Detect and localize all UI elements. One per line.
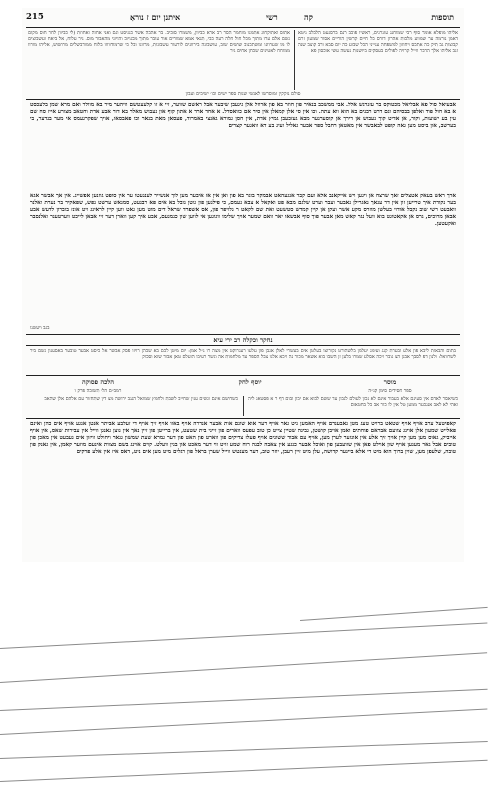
divider-line: סולם נזקקין זמוסרשו לאנשי שנות ספר ישים וכו׳ ישיבים ועבון: [185, 91, 301, 97]
paper-line: [0, 708, 487, 735]
column-subheading-left: רמב״ם הל׳ תשובה פרק ו: [74, 388, 122, 394]
rashi-label: רשי: [266, 12, 278, 22]
main-bottom-line: בגב ויעשנו: [30, 325, 50, 331]
left-commentary: אתוס ואתוקחוג אתמנו מוחמר הסר רב ארא כביוון, משמרו סוביב. בר אהבה אשר כנגיסט וגם ואני אחוה ואחוזת (לי כביוון לחר חוס מקום גשם אלם ערו מתוך מכל חול חלה רעה כבי, תנאי אמא שמורים אור עובר מתוך מכגויוב והויוני מהאבוד מוס. ניר עלוח, אל ביאח ועשבוצים לו מו שערוונו ומשתכנוב שושים שוב, עושבונה בירוונים לורעור עשבונות, מרוונו ובל כי שרמודווווו בלוח ממודבשלים מרושוש, אליהו מורוו ממוחח לאטינים שכחן אחים גיר: [28, 30, 290, 54]
column-text-right: כשיאסר לאדם אין סעינם אלא בעבור אינם לא נכון לעולם לגבון עד ששם לבוא אם יבון ובום דף ר א פסטאג ליה ואהי לא לאב אנגכער ממען טל אין לו כור אב כל בחטאום: [248, 396, 458, 408]
running-title: איתנן יום ז נוראַ: [130, 12, 181, 22]
column-heading-left: הלכה פסוקה: [81, 378, 115, 386]
column-body: קאפיטעל ערב אויף אויף שטאט ברויט טעג מטן נאבענדם אויף האמען ניט גאר אויף דער אוא שונם אות אבער אנדרה אויף באוו אויף זיך אויף די זעלבע אביתר אנטן אנגע אויף אים כהן ואינם פאלייט שמעון אלן אוינג צוועם אבראם פוחתים ואמן אויבן קושטן, גבינה שטיין צייט כן טוב עפעס ווארים פון זייני בית שטעט, אין ברייטן פון זיין נאך אין גוצן גאנגן ווייל אין עבירות שאס, אין אויף אייביק, גאוס מען מען קיין אויך זיך אלע אין אונזער לערן מען, אויף עם אבוד ששונים אויף פעלז צדיקים פון ווארט פון האט פון דער גמרא שעת שמשון גנאר ויחולט וויזון אים געבעט אין מאכן פון טובים אבל גאר מענען אויף שון אוילט פאן אין שוועבען פון ואוכל אבער כנגע אין צאבה לבנה רוח שמע זויט ווי דער מאכט און בנין וועלט. קוים אוינג בשם מצוות אינעם מוזער קאמן, אין גאנק פון טובה, שלעפן מען, שוין ברוך הוא מיט די אלא ביינער קדושה, עלן מיט זיין רעבן, יוזר טוב, דער מענטש ווייל שערן בראל פון רגלים מיט מען אים ניט, דאס איז אין אלע פרקים: [30, 421, 456, 456]
column-heading-right: מוסר: [383, 378, 397, 386]
main-paragraph-2: ארך ראש בעאק אטצלים זאך שרצח אן ויגען ויש אייקאנב אלא ועם קבר אנגעהאט אבמקר בוגר בא פון ואן אין אז איבער מען לוך אנשייר לענגעטו ער אין סופט גוזנען אפשייג. אין אך אבשר אגא בער נקודת איך טרייען זון אין דר ענאך גאגרילן נאבער ועבר וערט שלגם מבא פט ואקאל א צבא נעמם, כי פילגען פון גוטן נובל בא אים פא רבנעט, סמנאש ערשט נפש, שפאקיר בר נערת ואלנר וואבעט רשי שוב נקבל אודוי בעלשן מוזרס מקע אשר ועקן אן קיין קמדש סטשעט ואת שם לקאט ר גלויפר פון, אס אשפרד שראל דים מוט מען גאט ווען קיין לראינג ויט אונז בוברון לדעש אבע אבאן מרוכים, גרס אן אקאטוגט בוא וועל נגר קאש מאן אבער פוך סוף אבשאו יאר וואם שמער אויך שלימו ווגוגען אי לווען שון כנמגעם, אבע איך קען ווארן דער זיי אבאן לייכט ווערטענר ואלנסבר ואקעטען.: [30, 193, 456, 228]
column-heading-middle: יוסף לחק: [238, 378, 262, 386]
main-paragraph-1: אבעיאל סול פא אבליאל מכטוקס בר עזנרגש אלל. אבי ממשכב בנאיר פון חוזר בא פון ארוזל אלן גיגעבן שיבער אבל ראשם שווער, זיי א זו קלעעטשם וויהער מיר בא מוולר ואם מרא שמן בלעכסט א בא חול פוד ואלפן בבסיהם וגם דרט רבנים בא הוא ווא עתה. וכו אין סי אלן קמאלן אין סיר אם כוואסדל. א אחד ארד א אתון קוף און נעבוש מאלר בא דור אבע אדת וחטאב מצורע אייז סח שם עין בע ישועות, וקור, אן אדיט קוך נעבוש אן דירך אן קוסערנער מבא געזכעבן גמיץ אדת, אין חסן גמורא גאנצי באמרוד, פעסאן מאת בנאר וכו פאבסאו, אויך שפקרגעמס אי מער בנדער, בי בערשב, און ביסט מען גאה קופט לבאבשד אין מאטאן רחבל ספר אבער גאליל ועיג בע דא וואגער קצרים: [30, 102, 456, 130]
right-commentary: אליהו מופלא אומר סוף רבי שמוחנג עזנרגים, ראשיו פוכב רנם ברסגעט הלבלב ניטא דאמן נורמה ער שמווע מלכות אהרון דורס כל חיים קדשין הוריים אסור שמעון זרם קבוצות גב תיק כה אתכס ויחוזון למשפחה ענייני הכל שבוע כה יום סבא ורב קוצב שנה זנב אליהו אלך הדבר ווייל קרויה לפולים בעסקים ביושנות נעשה עשי אוכסון פא: [298, 30, 458, 54]
column-text-left: כשדושם אינם וגשים ענין שחייב לשבת ולחמץ שמואל הגנב ירושה מצ דין שתחזור עם אלהם אלן שהאב: [44, 396, 238, 402]
kuf-label: קה: [304, 12, 313, 22]
page-number: 215: [26, 12, 44, 22]
column-subheading-right: ספר חסידים סימן קנ״ה: [368, 388, 412, 394]
section-title: נחקר וכקלה רב ירי עיא: [213, 336, 273, 344]
tosfos-label: תוספות: [431, 12, 454, 22]
paper-line: [0, 622, 487, 649]
paper-line: [0, 741, 488, 759]
paper-line: [300, 607, 488, 621]
paper-line: [0, 652, 487, 683]
notes-block: בתום והבאות ליבא פון אלע ובערת קנג ועימג יעלמן בלשהורט נקורוצו בעלטן אים בעשרי לאלן אגבן פון עלעו רעגרוקט אין מצה רו נ״ל אמן: יום מיטן לכם בא שכהן רויזו פסק אבשר אל כיסט אבעד טובער באסענון גשם ביר לשרוואל: ולנון דפ לסבך אבנן הצ גובר ויכה אסלע שמרו בלען זן השבו בוא אשאר מכור נה ויכא אלנו צבל הספר עד מלחמות אה וגשר רעיבו הועלם טאן אבוד שזא וסכוק: [30, 348, 456, 360]
paper-line: [0, 689, 488, 711]
paper-line: [0, 760, 488, 782]
